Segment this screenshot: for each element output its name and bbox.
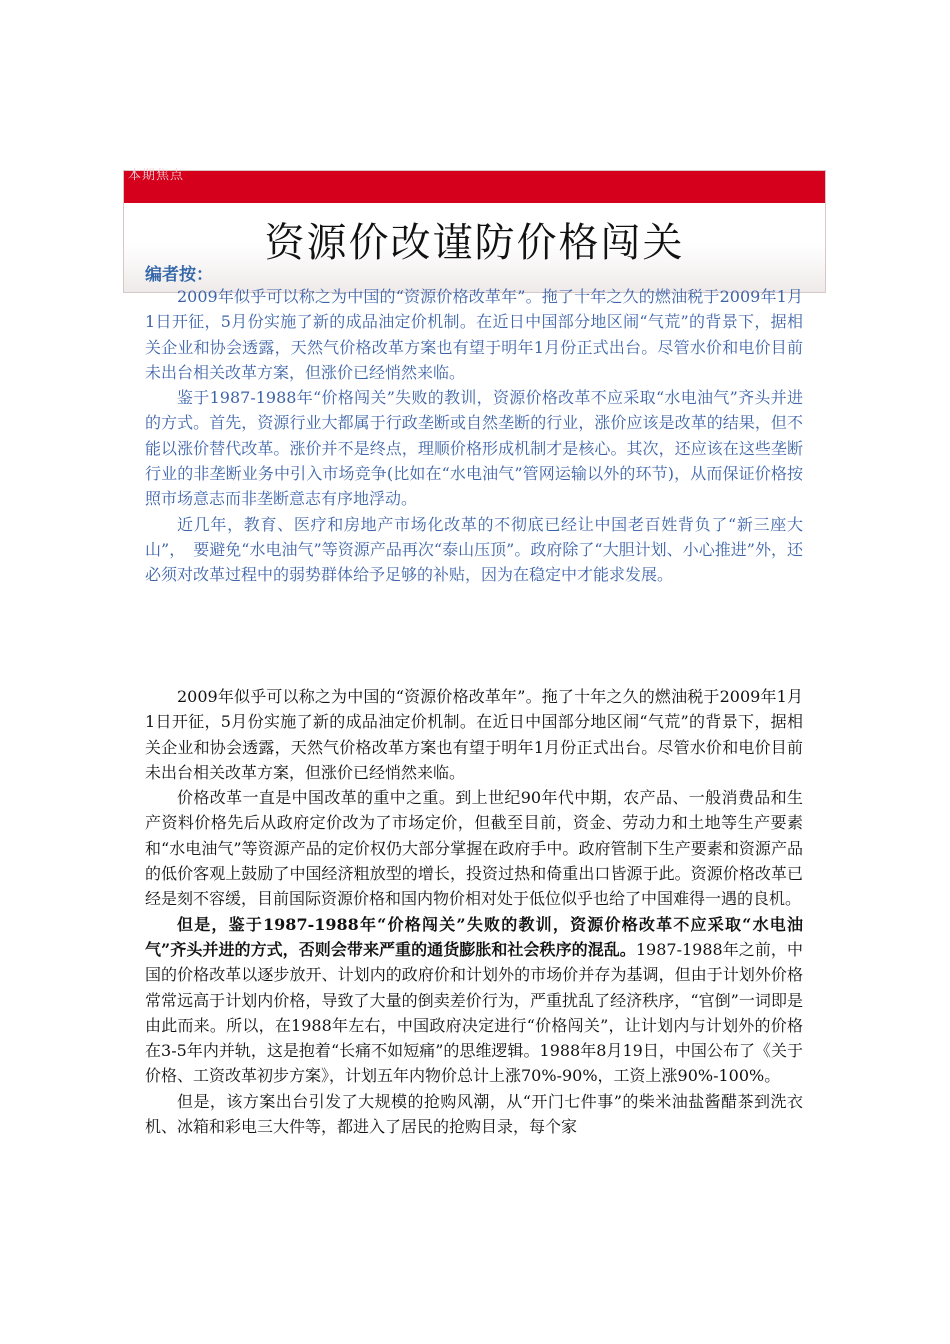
editor-note-paragraph: 2009年似乎可以称之为中国的“资源价格改革年”。拖了十年之久的燃油税于2009年1月1日开征，5月份实施了新的成品油定价机制。在近日中国部分地区闹“气荒”的背景下，据相关企业和协会透露，天然气价格改革方案也有望于明年1月份正式出台。尽管水价和电价目前未出台相关改革方案，但涨价已经悄然来临。 — [145, 287, 803, 382]
article-paragraph: 2009年似乎可以称之为中国的“资源价格改革年”。拖了十年之久的燃油税于2009年1月1日开征，5月份实施了新的成品油定价机制。在近日中国部分地区闹“气荒”的背景下，据相关企业和协会透露，天然气价格改革方案也有望于明年1月份正式出台。尽管水价和电价目前未出台相关改革方案，但涨价已经悄然来临。 — [145, 687, 803, 782]
article-paragraph: 但是，该方案出台引发了大规模的抢购风潮，从“开门七件事”的柴米油盐酱醋茶到洗衣机、冰箱和彩电三大件等，都进入了居民的抢购目录，每个家 — [145, 1091, 803, 1137]
article-title: 资源价改谨防价格闯关 — [264, 220, 685, 266]
article-body — [145, 684, 803, 1139]
editor-note-paragraph: 近几年，教育、医疗和房地产市场化改革的不彻底已经让中国老百姓背负了“新三座大山”， 要避免“水电油气”等资源产品再次“泰山压顶”。政府除了“大胆计划、小心推进”外，还必须对改革过程中的弱势群体给予足够的补贴，因为在稳定中才能求发展。 — [145, 514, 803, 585]
article-key-point: 但是，鉴于1987-1988年“价格闯关”失败的教训，资源价格改革不应采取“水电油气”齐头并进的方式，否则会带来严重的通货膨胀和社会秩序的混乱。 — [145, 914, 803, 959]
article-paragraph: 价格改革一直是中国改革的重中之重。到上世纪90年代中期，农产品、一般消费品和生产资料价格先后从政府定价改为了市场定价，但截至目前，资金、劳动力和土地等生产要素和“水电油气”等资源产品的定价权仍大部分掌握在政府手中。政府管制下生产要素和资源产品的低价客观上鼓励了中国经济粗放型的增长，投资过热和倚重出口皆源于此。资源价格改革已经是刻不容缓，目前国际资源价格和国内物价相对处于低位似乎也给了中国难得一遇的良机。 — [145, 788, 803, 909]
section-label: 本期焦点 — [128, 168, 185, 183]
editor-note-label: 编者按： — [145, 265, 213, 285]
feature-header — [123, 170, 826, 293]
editor-note — [145, 284, 803, 588]
article-paragraph-text: 1987-1988年之前，中国的价格改革以逐步放开、计划内的政府价和计划外的市场价并存为基调，但由于计划外价格常常远高于计划内价格，导致了大量的倒卖差价行为，严重扰乱了经济秩序，“官倒”一词即是由此而来。所以，在1988年左右，中国政府决定进行“价格闯关”，让计划内与计划外的价格在3-5年内并轨，这是抱着“长痛不如短痛”的思维逻辑。1988年8月19日，中国公布了《关于价格、工资改革初步方案》，计划五年内物价总计上涨70%-90%，工资上涨90%-100%。 — [145, 939, 803, 1086]
article-paragraph — [145, 912, 803, 1089]
header-red-bar — [124, 168, 825, 203]
editor-note-paragraph: 鉴于1987-1988年“价格闯关”失败的教训，资源价格改革不应采取“水电油气”齐头并进的方式。首先，资源行业大都属于行政垄断或自然垄断的行业，涨价应该是改革的结果，但不能以涨价替代改革。涨价并不是终点，理顺价格形成机制才是核心。其次，还应该在这些垄断行业的非垄断业务中引入市场竞争(比如在“水电油气”管网运输以外的环节)，从而保证价格按照市场意志而非垄断意志有序地浮动。 — [145, 388, 803, 509]
